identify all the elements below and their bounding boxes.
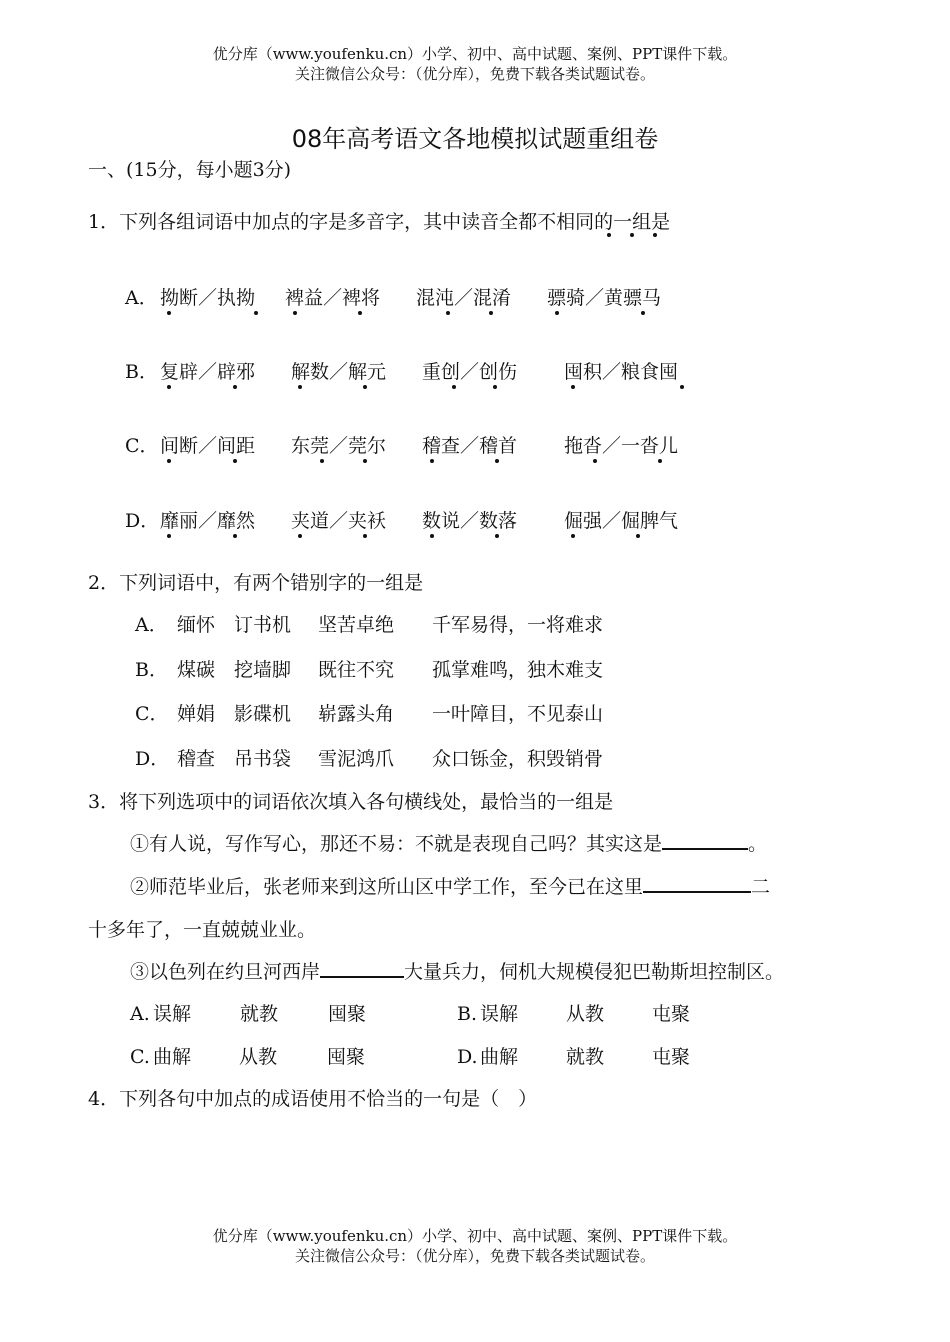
- emphasis-dot: [167, 385, 171, 389]
- q3-stem: 3．将下列选项中的词语依次填入各句横线处，最恰当的一组是: [88, 791, 614, 813]
- q2-stem: 2．下列词语中，有两个错别字的一组是: [88, 572, 424, 594]
- option-label: D．: [135, 748, 170, 770]
- emphasis-dot: [430, 534, 434, 538]
- option-label: C．: [125, 435, 159, 457]
- fill-blank: [643, 873, 751, 893]
- word: 订书机: [234, 614, 292, 636]
- fill-blank: [320, 958, 404, 978]
- word: 稽查: [177, 748, 216, 770]
- word-pair: 拗断／执拗: [160, 287, 256, 309]
- emphasis-dot: [495, 459, 499, 463]
- sentence-text: 。: [748, 833, 768, 855]
- option-label: C.: [130, 1046, 150, 1068]
- word-pair: 倔强／倔脾气: [564, 510, 679, 532]
- word-pair: 骠骑／黄骠马: [547, 287, 662, 309]
- word-pair: 靡丽／靡然: [160, 510, 256, 532]
- emphasis-dot: [636, 534, 640, 538]
- word: 挖墙脚: [234, 659, 292, 681]
- q2-option-d: [135, 744, 603, 771]
- emphasis-dot: [167, 311, 171, 315]
- q1-stem: 1．下列各组词语中加点的字是多音字，其中读音全都不相同的一组是: [88, 211, 671, 233]
- word: 误解: [153, 1003, 192, 1025]
- q1-option-b: [125, 357, 678, 384]
- emphasis-dot: [363, 459, 367, 463]
- header-line-2: 关注微信公众号：（优分库），免费下载各类试题试卷。: [294, 65, 655, 83]
- q1-option-c: [125, 431, 678, 458]
- emphasis-dot: [446, 311, 450, 315]
- q3-sentence-1: [130, 829, 767, 856]
- q3-answer-d: [457, 1042, 690, 1069]
- word: 一叶障目，不见泰山: [432, 703, 604, 725]
- emphasis-dot: [641, 311, 645, 315]
- word: 就教: [566, 1046, 605, 1068]
- emphasis-dot: [254, 311, 258, 315]
- q4-stem: 4．下列各句中加点的成语使用不恰当的一句是（ ）: [88, 1088, 538, 1110]
- page-title: 08年高考语文各地模拟试题重组卷: [291, 125, 659, 153]
- word-pair: 夹道／夹袄: [291, 510, 387, 532]
- fill-blank: [662, 830, 748, 850]
- emphasis-dot: [363, 534, 367, 538]
- word: 众口铄金，积毁销骨: [432, 748, 604, 770]
- option-label: B．: [125, 361, 158, 383]
- emphasis-dot: [555, 311, 559, 315]
- emphasis-dot: [320, 459, 324, 463]
- option-label: A．: [125, 287, 158, 309]
- q3-sentence-3: [130, 957, 784, 984]
- q1-option-d: [125, 506, 678, 533]
- emphasis-dot: [593, 459, 597, 463]
- emphasis-dot: [658, 459, 662, 463]
- word: 崭露头角: [318, 703, 395, 725]
- emphasis-dot: [233, 385, 237, 389]
- emphasis-dot: [495, 534, 499, 538]
- word: 煤碳: [177, 659, 216, 681]
- word: 从教: [239, 1046, 278, 1068]
- emphasis-dot: [430, 459, 434, 463]
- word: 囤聚: [328, 1003, 367, 1025]
- word-pair: 复辟／辟邪: [160, 361, 256, 383]
- q3-answer-c: [130, 1042, 365, 1069]
- sentence-text: ③以色列在约旦河西岸: [130, 961, 321, 983]
- word-pair: 重创／创伤: [422, 361, 518, 383]
- emphasis-dot: [653, 233, 657, 237]
- word-pair: 解数／解元: [291, 361, 387, 383]
- word-pair: 稽查／稽首: [422, 435, 518, 457]
- option-label: D．: [125, 510, 160, 532]
- word: 囤聚: [327, 1046, 366, 1068]
- sentence-text: ②师范毕业后，张老师来到这所山区中学工作，至今已在这里: [130, 876, 644, 898]
- emphasis-dot: [489, 311, 493, 315]
- word-pair: 混沌／混淆: [416, 287, 512, 309]
- word-pair: 囤积／粮食囤: [564, 361, 679, 383]
- sentence-text: 大量兵力，伺机大规模侵犯巴勒斯坦控制区。: [404, 961, 785, 983]
- option-label: A.: [130, 1003, 150, 1025]
- word: 坚苦卓绝: [318, 614, 395, 636]
- word: 缅怀: [177, 614, 216, 636]
- q3-answer-a: [130, 999, 366, 1026]
- word-pair: 间断／间距: [160, 435, 256, 457]
- word-pair: 拖沓／一沓儿: [564, 435, 679, 457]
- word: 屯聚: [652, 1003, 691, 1025]
- emphasis-dot: [167, 459, 171, 463]
- sentence-text: 二: [751, 876, 771, 898]
- q1-option-a: [125, 283, 661, 310]
- emphasis-dot: [680, 385, 684, 389]
- emphasis-dot: [233, 459, 237, 463]
- sentence-text: ①有人说，写作写心，那还不易：不就是表现自己吗？其实这是: [130, 833, 663, 855]
- footer-line-1: 优分库（www.youfenku.cn）小学、初中、高中试题、案例、PPT课件下载。: [212, 1227, 738, 1245]
- emphasis-dot: [571, 534, 575, 538]
- word: 从教: [566, 1003, 605, 1025]
- header-line-1: 优分库（www.youfenku.cn）小学、初中、高中试题、案例、PPT课件下载。: [212, 45, 738, 63]
- emphasis-dot: [358, 311, 362, 315]
- option-label: B．: [135, 659, 168, 681]
- word: 雪泥鸿爪: [318, 748, 395, 770]
- emphasis-dot: [630, 233, 634, 237]
- word: 曲解: [480, 1046, 519, 1068]
- emphasis-dot: [607, 233, 611, 237]
- q3-sentence-2-cont: 十多年了，一直兢兢业业。: [88, 919, 317, 941]
- option-label: B.: [457, 1003, 478, 1025]
- word: 孤掌难鸣，独木难支: [432, 659, 604, 681]
- word: 误解: [480, 1003, 519, 1025]
- word-pair: 东莞／莞尔: [291, 435, 387, 457]
- emphasis-dot: [298, 534, 302, 538]
- emphasis-dot: [298, 385, 302, 389]
- q2-option-b: [135, 655, 603, 682]
- word: 曲解: [153, 1046, 192, 1068]
- word: 千军易得，一将难求: [432, 614, 604, 636]
- option-label: A．: [135, 614, 168, 636]
- word-pair: 裨益／裨将: [285, 287, 381, 309]
- q2-option-a: [135, 610, 603, 637]
- word: 屯聚: [652, 1046, 691, 1068]
- word-pair: 数说／数落: [422, 510, 518, 532]
- q3-answer-b: [457, 999, 690, 1026]
- section-heading: 一、(15分，每小题3分): [88, 159, 292, 181]
- q2-option-c: [135, 699, 603, 726]
- word: 吊书袋: [234, 748, 292, 770]
- word: 婵娟: [177, 703, 216, 725]
- q3-sentence-2: [130, 872, 770, 899]
- emphasis-dot: [293, 311, 297, 315]
- emphasis-dot: [452, 385, 456, 389]
- word: 就教: [240, 1003, 279, 1025]
- emphasis-dot: [233, 534, 237, 538]
- footer-line-2: 关注微信公众号：（优分库），免费下载各类试题试卷。: [294, 1247, 655, 1265]
- emphasis-dot: [571, 385, 575, 389]
- option-label: D.: [457, 1046, 478, 1068]
- emphasis-dot: [363, 385, 367, 389]
- word: 影碟机: [234, 703, 292, 725]
- word: 既往不究: [318, 659, 395, 681]
- emphasis-dot: [493, 385, 497, 389]
- emphasis-dot: [167, 534, 171, 538]
- option-label: C．: [135, 703, 169, 725]
